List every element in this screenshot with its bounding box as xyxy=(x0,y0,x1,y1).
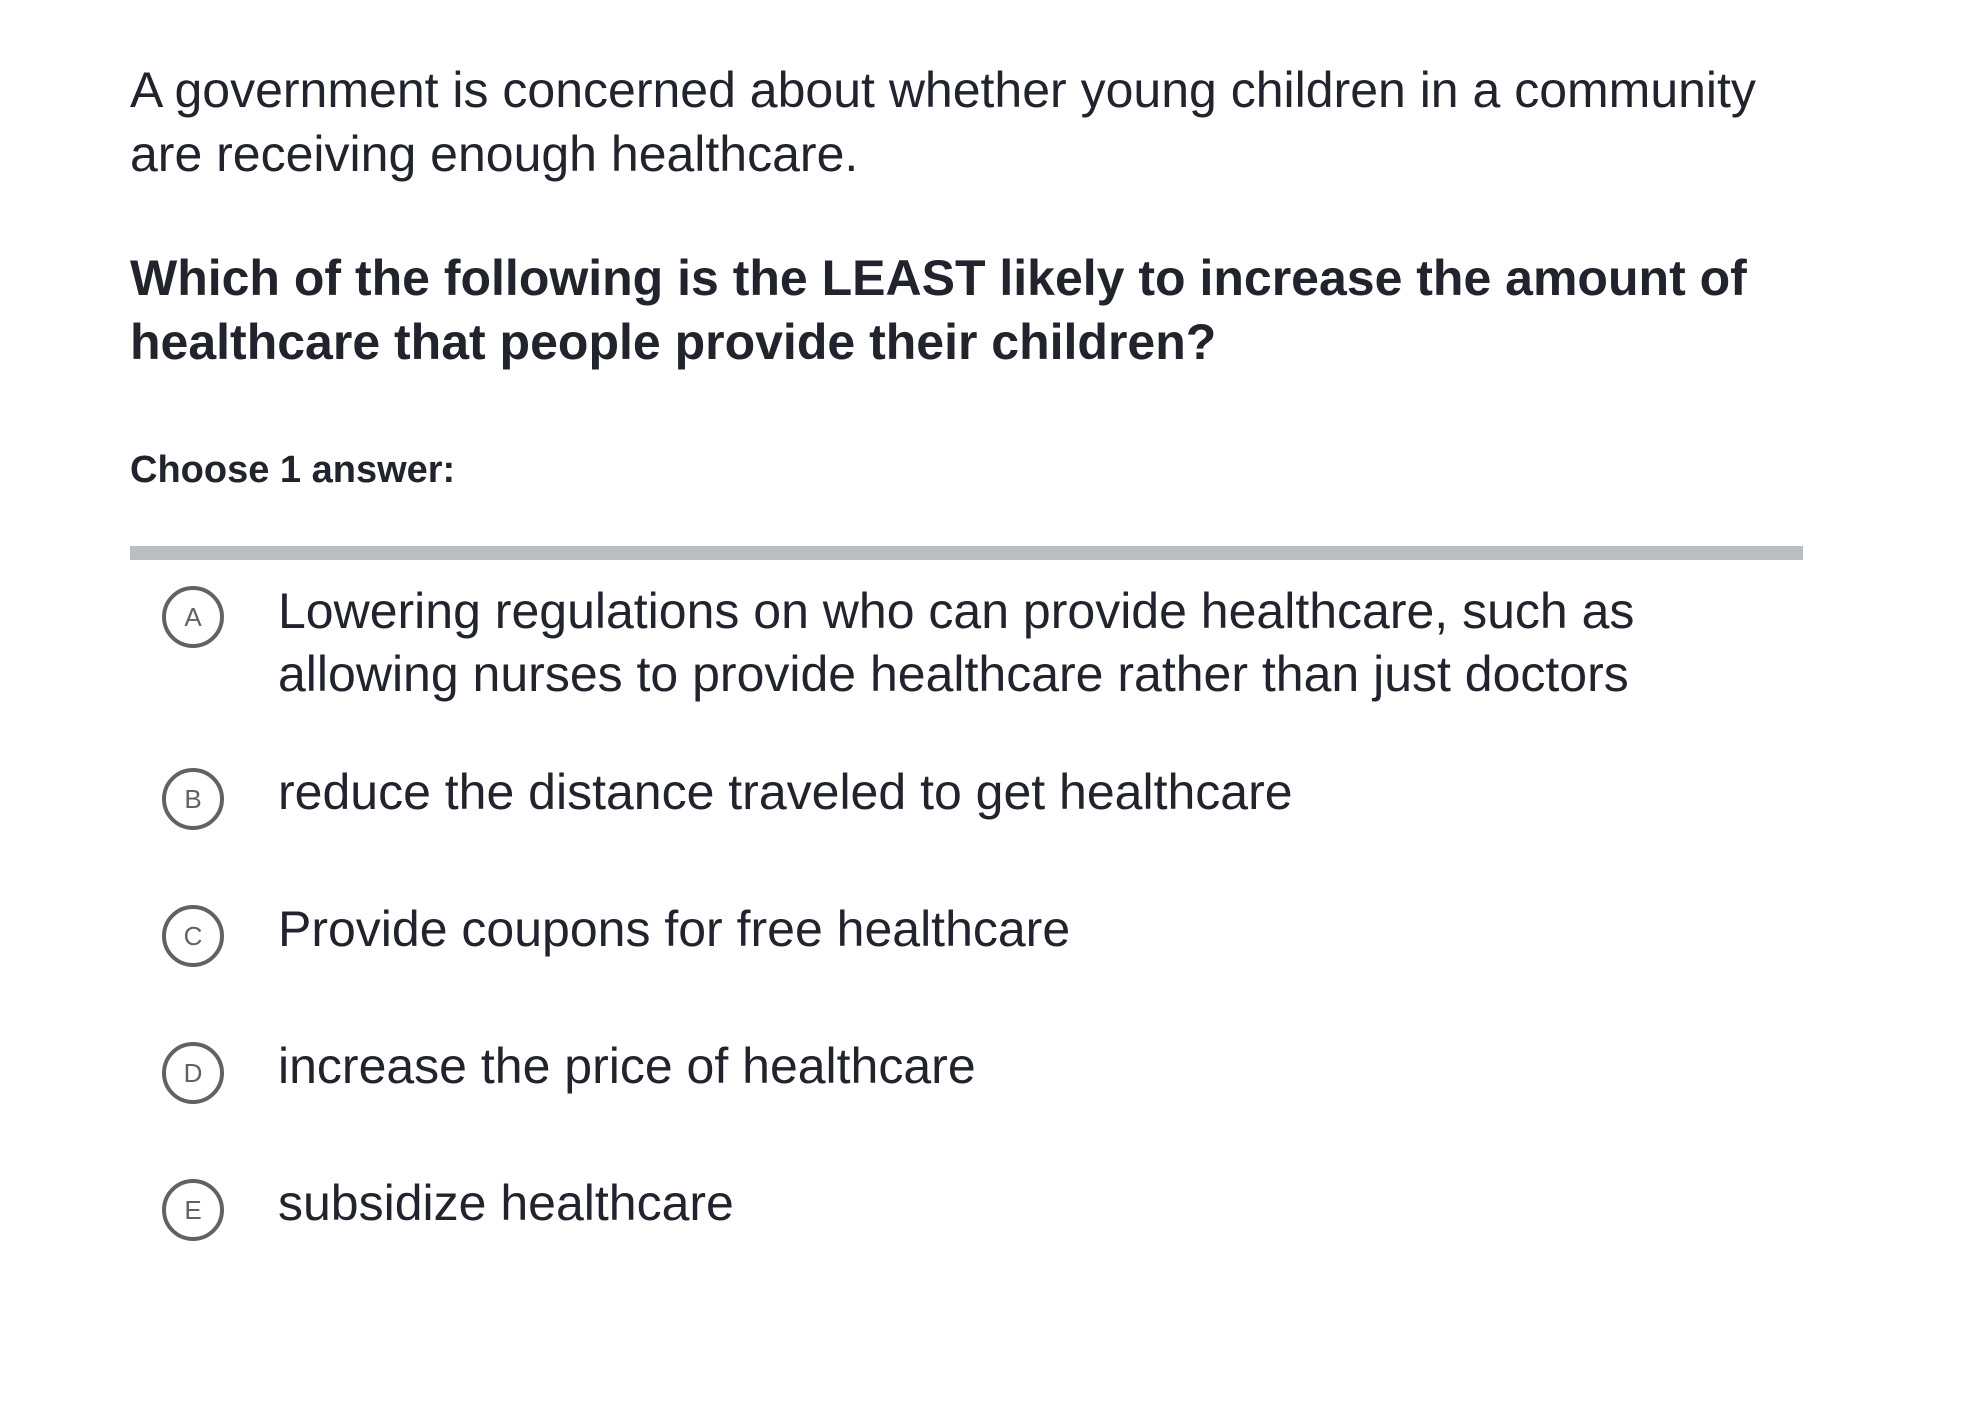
choice-a[interactable] xyxy=(130,580,1805,706)
choice-c[interactable] xyxy=(130,898,1805,961)
choice-b[interactable] xyxy=(130,761,1805,824)
choice-d-radio[interactable]: D xyxy=(162,1042,224,1104)
choice-c-radio[interactable]: C xyxy=(162,905,224,967)
choice-d-label: increase the price of healthcare xyxy=(278,1038,976,1094)
question-panel xyxy=(130,58,1805,1235)
question-prompt: Which of the following is the LEAST likely to increase the amount of healthcare that people provide their children? xyxy=(130,250,1747,370)
choice-e[interactable] xyxy=(130,1172,1805,1235)
choose-answer-instruction: Choose 1 answer: xyxy=(130,449,456,491)
choice-a-radio[interactable]: A xyxy=(162,586,224,648)
answer-choices xyxy=(130,580,1805,1235)
choice-a-label: Lowering regulations on who can provide healthcare, such as allowing nurses to provide healthcare rather than just doctors xyxy=(278,583,1635,702)
choice-d[interactable] xyxy=(130,1035,1805,1098)
choice-b-label: reduce the distance traveled to get healthcare xyxy=(278,764,1293,820)
choice-b-radio[interactable]: B xyxy=(162,768,224,830)
divider xyxy=(130,546,1803,560)
choice-c-label: Provide coupons for free healthcare xyxy=(278,901,1071,957)
question-passage: A government is concerned about whether young children in a community are receiving enough healthcare. xyxy=(130,62,1756,182)
choice-e-radio[interactable]: E xyxy=(162,1179,224,1241)
choice-e-label: subsidize healthcare xyxy=(278,1175,734,1231)
